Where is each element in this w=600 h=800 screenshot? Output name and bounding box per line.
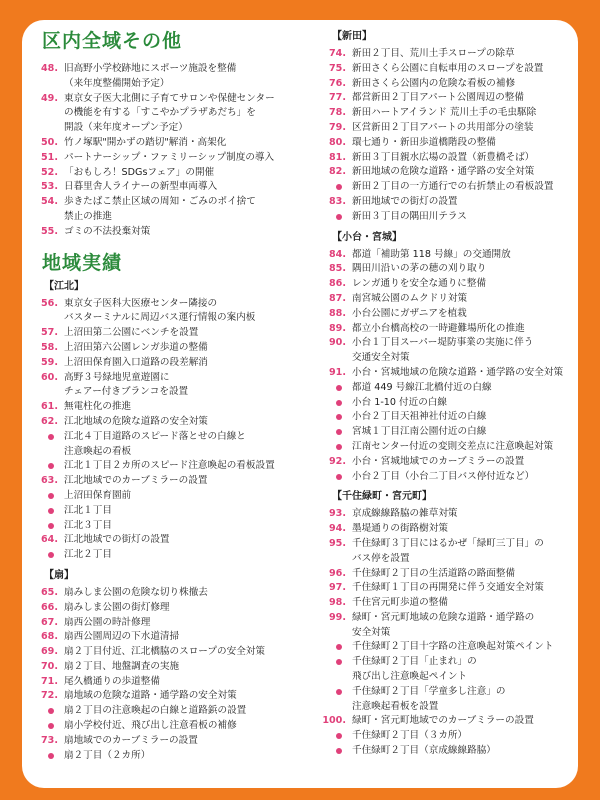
item-number: 92. (329, 455, 346, 467)
item-number: 80. (329, 136, 346, 148)
item-number: 49. (41, 92, 58, 104)
item-number: 51. (41, 151, 58, 163)
list-item (322, 581, 576, 596)
item-text: 江北１丁目２カ所のスピード注意喚起の看板設置 (64, 460, 275, 472)
list-item (34, 645, 306, 660)
item-text: 竹ノ塚駅"開かずの踏切"解消・高架化 (64, 136, 227, 148)
list-item (34, 297, 306, 327)
item-number: 94. (329, 523, 346, 535)
item-text: ゴミの不法投棄対策 (64, 225, 151, 237)
item-text: 扇地域でのカーブミラーの設置 (64, 734, 198, 746)
list-item (322, 248, 576, 263)
list-item (322, 537, 576, 567)
list-item (34, 195, 306, 225)
bullet-dot-icon (48, 552, 54, 558)
item-text: 扇みしま公園の街灯修理 (64, 601, 170, 613)
bullet-item (34, 719, 306, 734)
item-number: 84. (329, 248, 346, 260)
local-groups-left (34, 280, 306, 764)
list-item (34, 474, 306, 489)
item-number: 69. (41, 646, 58, 658)
item-text: 区営新田２丁目アパートの共用部分の塗装 (352, 121, 534, 133)
bullet-dot-icon (48, 508, 54, 514)
bullet-item (322, 425, 576, 440)
item-text: 江北地域の危険な道路の安全対策 (64, 415, 208, 427)
list-item (34, 356, 306, 371)
list-item (322, 522, 576, 537)
bullet-item (322, 440, 576, 455)
list-item (322, 165, 576, 180)
item-number: 79. (329, 121, 346, 133)
bullet-item (322, 381, 576, 396)
list-item (322, 106, 576, 121)
item-text: 千住緑町２丁目（京成線線路脇） (352, 745, 496, 757)
bullet-dot-icon (336, 444, 342, 450)
bullet-dot-icon (48, 723, 54, 729)
item-text: 千住緑町２丁目（３カ所） (352, 730, 468, 742)
local-groups-right (322, 30, 576, 759)
item-text: 扇西公園の時計修理 (64, 616, 151, 628)
item-number: 99. (329, 611, 346, 623)
bullet-dot-icon (48, 493, 54, 499)
bullet-dot-icon (48, 753, 54, 759)
item-text: 江北４丁目道路のスピード落とせの白線と 注意喚起の看板 (64, 430, 246, 457)
bullet-item (34, 489, 306, 504)
list-item (322, 277, 576, 292)
list-item (34, 660, 306, 675)
item-number: 70. (41, 660, 58, 672)
item-text: 千住緑町２丁目の生活道路の路面整備 (352, 567, 516, 579)
list-item (34, 415, 306, 430)
item-text: 隅田川沿いの茅の穂の刈り取り (352, 263, 487, 275)
list-item (322, 292, 576, 307)
item-number: 55. (41, 225, 58, 237)
list-item (322, 455, 576, 470)
list-item (322, 91, 576, 106)
list-item (34, 616, 306, 631)
item-text: 扇西公園周辺の下水道清掃 (64, 631, 180, 643)
item-number: 96. (329, 567, 346, 579)
item-text: レンガ通りを安全な通りに整備 (352, 278, 487, 290)
right-column (322, 30, 576, 759)
bullet-item (322, 180, 576, 195)
item-number: 58. (41, 341, 58, 353)
list-item (34, 326, 306, 341)
item-text: 千住緑町２丁目十字路の注意喚起対策ペイント (352, 641, 554, 653)
list-item (34, 180, 306, 195)
bullet-dot-icon (336, 474, 342, 480)
item-text: 南宮城公園のムクドリ対策 (352, 292, 468, 304)
bullet-dot-icon (336, 644, 342, 650)
item-text: 歩きたばこ禁止区域の周知・ごみのポイ捨て 禁止の推進 (64, 196, 256, 222)
bullet-dot-icon (48, 463, 54, 469)
item-text: 新田２丁目の一方通行での右折禁止の看板設置 (352, 181, 554, 193)
item-text: 千住緑町３丁目にはるかぜ「緑町三丁目」の バス停を設置 (352, 537, 544, 564)
item-number: 61. (41, 401, 58, 413)
item-number: 50. (41, 136, 58, 148)
list-item (34, 630, 306, 645)
item-text: 京成線線路脇の雑草対策 (352, 508, 458, 520)
item-text: 小台２丁目（小台二丁目バス停付近など） (352, 470, 535, 482)
item-text: 都立小台橋高校の一時避難場所化の推進 (352, 322, 525, 334)
item-text: 江北２丁目 (64, 549, 112, 561)
item-text: 「おもしろ！SDGsフェア」の開催 (64, 166, 215, 178)
bullet-item (322, 729, 576, 744)
item-number: 56. (41, 297, 58, 309)
list-item (322, 47, 576, 62)
bullet-dot-icon (336, 414, 342, 420)
area-heading: 【千住緑町・宮元町】 (332, 491, 432, 503)
item-number: 82. (329, 166, 346, 178)
list-item (322, 62, 576, 77)
item-text: 都道「補助第 118 号線」の交通開放 (352, 248, 511, 260)
list-item (322, 714, 576, 729)
item-number: 91. (329, 366, 346, 378)
item-text: 無電柱化の推進 (64, 401, 132, 413)
bullet-dot-icon (336, 659, 342, 665)
list-item (34, 136, 306, 151)
item-number: 62. (41, 415, 58, 427)
list-item (34, 601, 306, 616)
item-text: 日暮里舎人ライナーの新型車両導入 (64, 181, 218, 193)
bullet-dot-icon (336, 689, 342, 695)
item-text: 東京女子医科大医療センター隣接の バスターミナルに周辺バス運行情報の案内板 (64, 297, 256, 324)
area-heading: 【扇】 (44, 569, 74, 581)
list-item (34, 92, 306, 136)
content-card (22, 20, 578, 788)
area-heading: 【江北】 (44, 280, 84, 292)
bullet-dot-icon (336, 733, 342, 739)
list-item (322, 307, 576, 322)
item-text: 新田地域の危険な道路・通学路の安全対策 (352, 166, 535, 178)
item-text: 上沼田第六公園レンガ歩道の整備 (64, 341, 208, 353)
item-text: 江北地域での街灯の設置 (64, 534, 170, 546)
item-text: 上沼田第二公園にベンチを設置 (64, 327, 199, 339)
item-text: 小台２丁目天祖神社付近の白線 (352, 411, 487, 423)
bullet-item (34, 504, 306, 519)
item-number: 89. (329, 322, 346, 334)
item-text: 江北１丁目 (64, 504, 112, 516)
item-text: 上沼田保育園前 (64, 489, 132, 501)
item-text: 小台１丁目スーパー堤防事業の実施に伴う 交通安全対策 (352, 337, 534, 364)
bullet-item (322, 470, 576, 485)
item-text: パートナーシップ・ファミリーシップ制度の導入 (64, 151, 275, 163)
item-number: 83. (329, 195, 346, 207)
list-item (34, 689, 306, 704)
list-item (322, 322, 576, 337)
bullet-item (322, 640, 576, 655)
list-item (34, 586, 306, 601)
area-heading: 【小台・宮城】 (332, 231, 402, 243)
list-item (322, 262, 576, 277)
item-number: 67. (41, 616, 58, 628)
item-text: 旧高野小学校跡地にスポーツ施設を整備 （来年度整備開始予定） (64, 63, 237, 89)
item-text: 新田３丁目親水広場の設置（新豊橋そば） (352, 151, 535, 163)
item-text: 江南センター付近の変則交差点に注意喚起対策 (352, 440, 554, 452)
item-text: 小台公園にガザニアを植栽 (352, 307, 467, 319)
bullet-dot-icon (336, 385, 342, 391)
item-number: 98. (329, 597, 346, 609)
item-number: 100. (322, 715, 346, 727)
list-item (322, 366, 576, 381)
item-text: 小台 1-10 付近の白線 (352, 396, 448, 408)
item-number: 74. (329, 48, 346, 59)
list-item (322, 121, 576, 136)
item-number: 88. (329, 307, 346, 319)
list-item (322, 507, 576, 522)
list-item (322, 567, 576, 582)
item-text: 江北３丁目 (64, 519, 112, 531)
item-number: 60. (41, 371, 58, 383)
list-item (322, 151, 576, 166)
list-item (322, 336, 576, 366)
item-number: 53. (41, 181, 58, 193)
bullet-item (34, 548, 306, 563)
item-number: 93. (329, 508, 346, 520)
bullet-item (322, 744, 576, 759)
bullet-item (34, 519, 306, 534)
list-item (34, 400, 306, 415)
bullet-item (322, 655, 576, 685)
item-text: 高野３号緑地児童遊園に チェアー付きブランコを設置 (64, 371, 189, 398)
item-text: 扇２丁目、地盤調査の実施 (64, 660, 180, 672)
item-number: 90. (329, 337, 346, 349)
list-item (34, 533, 306, 548)
item-text: 江北地域でのカーブミラーの設置 (64, 475, 208, 487)
bullet-dot-icon (48, 708, 54, 714)
item-text: 上沼田保育園入口道路の段差解消 (64, 356, 208, 368)
list-item (34, 62, 306, 92)
item-text: 宮城１丁目江南公園付近の白線 (352, 426, 487, 438)
item-number: 95. (329, 537, 346, 549)
item-number: 72. (41, 690, 58, 702)
item-text: 新田３丁目の隅田川テラス (352, 210, 467, 222)
item-number: 81. (329, 151, 346, 163)
item-text: 千住緑町２丁目「止まれ」の 飛び出し注意喚起ペイント (352, 656, 477, 683)
item-text: 千住宮元町歩道の整備 (352, 597, 448, 609)
item-text: 東京女子医大北側に子育てサロンや保健センター の機能を有する「すこやかプラザあだち」を 開設（来年度オープン予定） (64, 92, 275, 134)
item-number: 57. (41, 327, 58, 339)
item-number: 48. (41, 63, 58, 74)
list-item (34, 371, 306, 401)
item-number: 97. (329, 582, 346, 594)
item-text: 小台・宮城地域でのカーブミラーの設置 (352, 455, 525, 467)
item-number: 76. (329, 77, 346, 89)
item-number: 52. (41, 166, 58, 178)
bullet-item (322, 210, 576, 225)
item-number: 85. (329, 263, 346, 275)
item-text: 都営新田２丁目アパート公園周辺の整備 (352, 92, 524, 104)
item-number: 86. (329, 278, 346, 290)
item-text: 都道 449 号線江北橋付近の白線 (352, 381, 492, 393)
bullet-dot-icon (336, 748, 342, 754)
list-item (34, 734, 306, 749)
item-text: 環七通り・新田歩道橋階段の整備 (352, 136, 496, 148)
left-column (34, 30, 306, 763)
list-item (34, 225, 306, 240)
item-text: 小台・宮城地域の危険な道路・通学路の安全対策 (352, 366, 564, 378)
item-number: 65. (41, 586, 58, 598)
item-text: 扇２丁目付近、江北橋脇のスロープの安全対策 (64, 646, 265, 658)
item-text: 千住緑町２丁目「学童多し注意」の 注意喚起看板を設置 (352, 685, 506, 712)
bullet-item (34, 704, 306, 719)
bullet-dot-icon (336, 184, 342, 190)
item-text: 緑町・宮元町地域でのカーブミラーの設置 (352, 715, 534, 727)
section-title-local: 地域実績 (42, 251, 123, 274)
bullet-item (34, 749, 306, 764)
bullet-item (322, 396, 576, 411)
item-text: 緑町・宮元町地域の危険な道路・通学路の 安全対策 (352, 611, 535, 638)
bullet-dot-icon (336, 429, 342, 435)
item-text: 墨堤通りの街路樹対策 (352, 523, 448, 535)
item-number: 77. (329, 92, 346, 104)
item-text: 新田さくら公園内の危険な看板の補修 (352, 77, 516, 89)
list-item (322, 195, 576, 210)
area-heading: 【新田】 (332, 31, 372, 42)
item-number: 54. (41, 196, 58, 208)
bullet-item (322, 685, 576, 715)
item-number: 73. (41, 734, 58, 746)
bullet-item (34, 430, 306, 460)
item-number: 59. (41, 356, 58, 368)
item-text: 尾久橋通りの歩道整備 (64, 675, 160, 687)
item-number: 64. (41, 534, 58, 546)
bullet-dot-icon (336, 400, 342, 406)
bullet-dot-icon (48, 523, 54, 529)
item-text: 扇２丁目（２カ所） (64, 749, 151, 761)
list-item (34, 166, 306, 181)
item-text: 新田２丁目、荒川土手スロープの除草 (352, 48, 515, 59)
bullet-dot-icon (48, 434, 54, 440)
item-number: 68. (41, 631, 58, 643)
item-number: 87. (329, 292, 346, 304)
item-number: 71. (41, 675, 58, 687)
bullet-dot-icon (336, 214, 342, 220)
item-number: 63. (41, 475, 58, 487)
list-item (322, 611, 576, 641)
list-item (322, 77, 576, 92)
list-item (34, 151, 306, 166)
item-text: 新田さくら公園に自転車用のスロープを設置 (352, 62, 544, 74)
list-item (34, 675, 306, 690)
list-item (34, 341, 306, 356)
bullet-item (34, 459, 306, 474)
item-number: 75. (329, 62, 346, 74)
item-text: 新田地域での街灯の設置 (352, 195, 458, 207)
item-text: 新田ハートアイランド 荒川土手の毛虫駆除 (352, 107, 537, 119)
list-item (322, 136, 576, 151)
item-text: 扇地域の危険な道路・通学路の安全対策 (64, 690, 237, 702)
bullet-item (322, 410, 576, 425)
item-text: 扇みしま公園の危険な切り株撤去 (64, 586, 208, 598)
citywide-list (34, 62, 306, 240)
item-number: 66. (41, 601, 58, 613)
list-item (322, 596, 576, 611)
item-text: 扇２丁目の注意喚起の白線と道路鋲の設置 (64, 705, 247, 717)
item-number: 78. (329, 107, 346, 119)
item-text: 扇小学校付近、飛び出し注意看板の補修 (64, 720, 237, 732)
item-text: 千住緑町１丁目の再開発に伴う交通安全対策 (352, 582, 544, 594)
section-title-citywide: 区内全域その他 (42, 30, 183, 52)
